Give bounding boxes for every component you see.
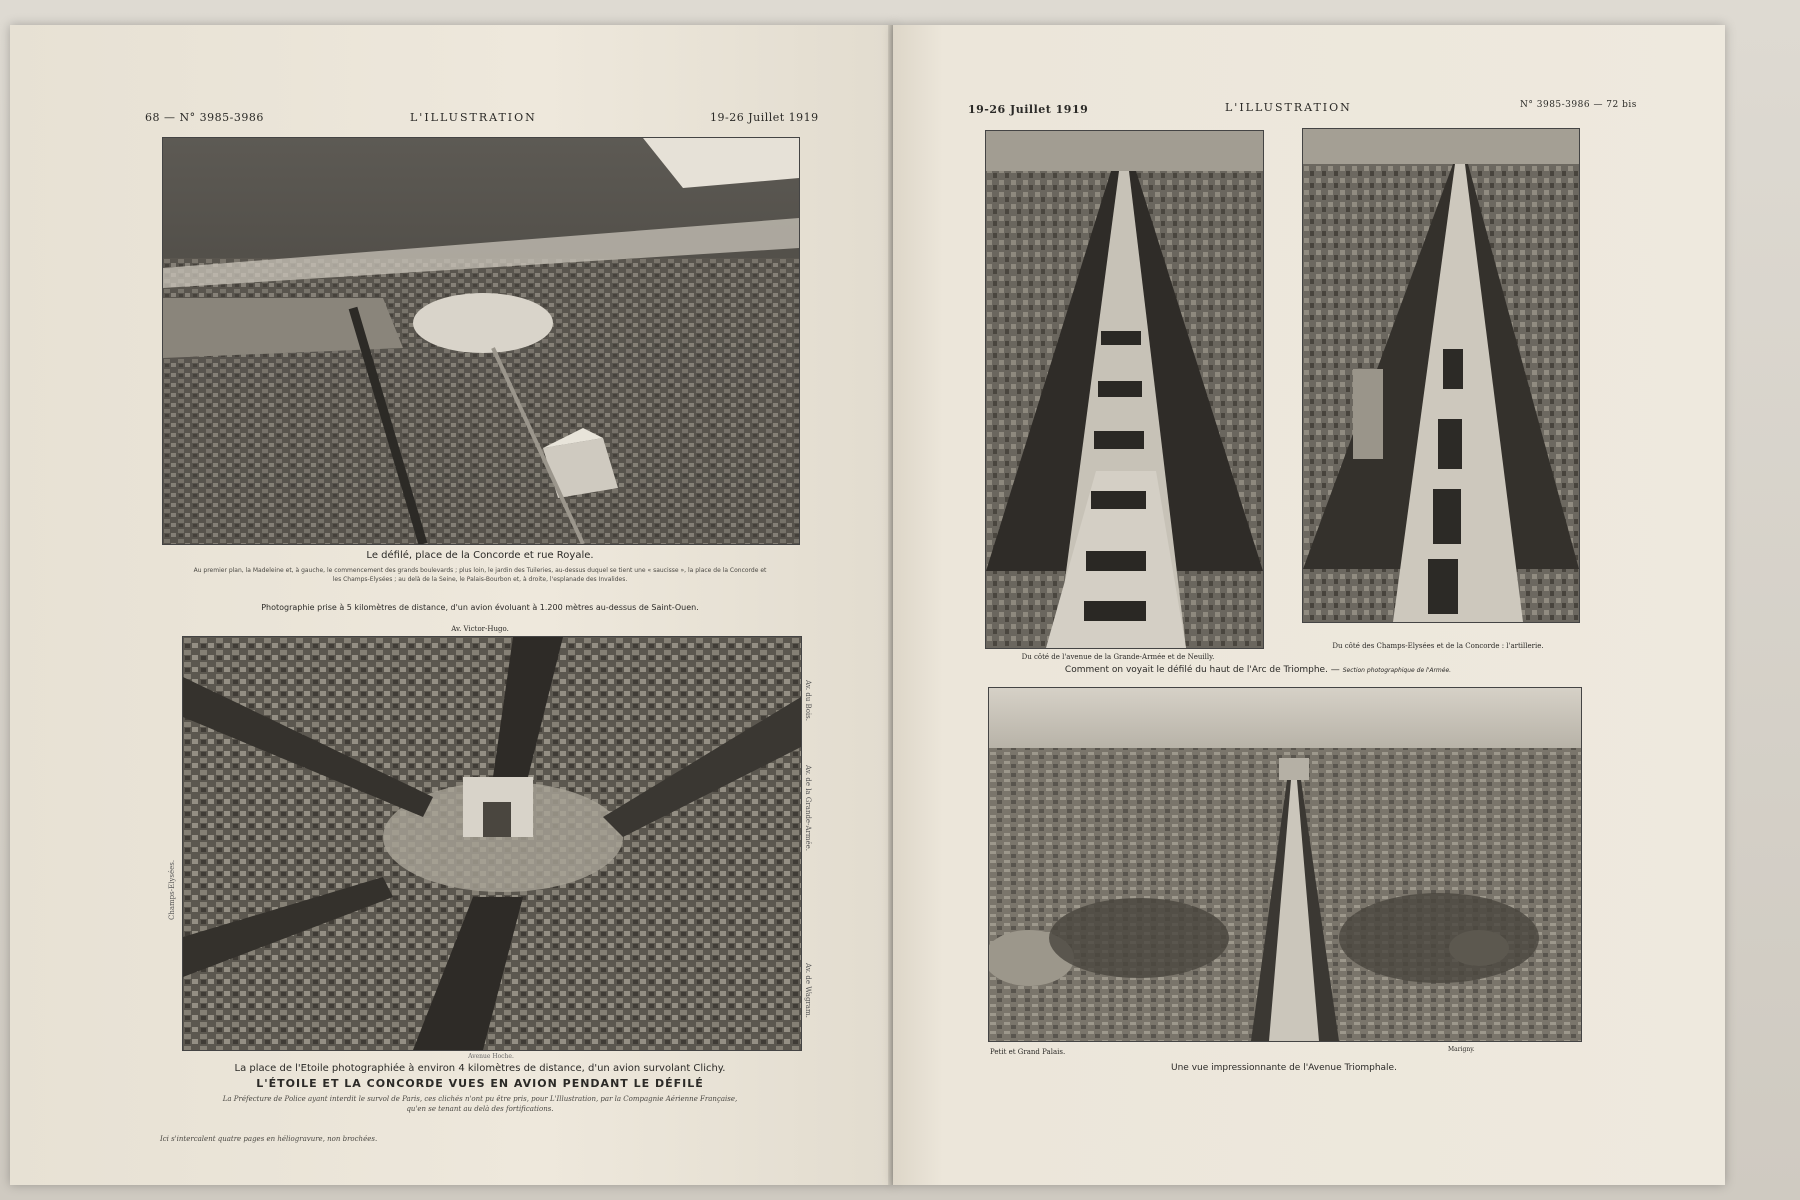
photo-triomphale (988, 687, 1582, 1042)
right-date: 19-26 Juillet 1919 (968, 103, 1089, 116)
left-page-ref: 68 — N° 3985-3986 (145, 111, 264, 124)
photo-concorde-image (163, 138, 799, 544)
combined-credit: Section photographique de l'Armée. (1342, 667, 1452, 674)
right-page (893, 25, 1725, 1185)
concorde-description: Au premier plan, la Madeleine et, à gauche, le commencement des grands boulevards ; plus loin, le jardin des Tuileries, au-dessus duquel se tient une « saucisse », la place de la Concorde et les Champs-Elysées ; au delà de la Seine, le Palais-Bourbon et, à droite, l'esplanade des Invalides. (193, 567, 767, 583)
left-date: 19-26 Juillet 1919 (710, 111, 819, 124)
label-petit-grand-palais: Petit et Grand Palais. (990, 1048, 1066, 1056)
photo-triomphale-image (989, 688, 1581, 1041)
photo-champs (1302, 128, 1580, 623)
label-av-du-bois: Av. du Bois. (804, 680, 812, 721)
label-grande-armee: Av. de la Grande-Armée. (804, 765, 812, 851)
photo-concorde (162, 137, 800, 545)
left-footnote: Ici s'intercalent quatre pages en héliogravure, non brochées. (160, 1135, 378, 1143)
grande-armee-caption: Du côté de l'avenue de la Grande-Armée et de Neuilly. (1021, 653, 1215, 661)
photo-etoile (182, 636, 802, 1051)
left-masthead: L'ILLUSTRATION (410, 111, 537, 124)
concorde-note: Photographie prise à 5 kilomètres de distance, d'un avion évoluant à 1.200 mètres au-dessus de Saint-Ouen. (261, 603, 699, 612)
photo-grande-armee-image (986, 131, 1263, 648)
etoile-caption: La place de l'Etoile photographiée à environ 4 kilomètres de distance, d'un avion survolant Clichy. (234, 1063, 726, 1074)
etoile-headline: L'ÉTOILE ET LA CONCORDE VUES EN AVION PENDANT LE DÉFILÉ (256, 1077, 704, 1090)
label-marigny: Marigny. (1448, 1046, 1475, 1053)
label-hoche: Avenue Hoche. (468, 1053, 514, 1060)
label-victor-hugo: Av. Victor-Hugo. (451, 625, 509, 633)
etoile-credit: La Préfecture de Police ayant interdit le survol de Paris, ces clichés n'ont pu être pris, pour L'Illustration, par la Compagnie Aérienne Française, qu'en se tenant au delà des fortifications. (222, 1095, 738, 1113)
combined-caption (968, 665, 1548, 675)
triomphale-caption: Une vue impressionnante de l'Avenue Triomphale. (1171, 1063, 1397, 1073)
label-wagram: Av. de Wagram. (804, 963, 812, 1018)
label-champs-elysees: Champs-Elysées. (168, 859, 176, 920)
right-page-ref: N° 3985-3986 — 72 bis (1520, 100, 1637, 110)
concorde-title: Le défilé, place de la Concorde et rue Royale. (366, 550, 594, 561)
champs-caption: Du côté des Champs-Elysées et de la Concorde : l'artillerie. (1332, 642, 1544, 650)
right-masthead: L'ILLUSTRATION (1225, 101, 1352, 114)
photo-etoile-image (183, 637, 801, 1050)
left-page (10, 25, 895, 1185)
combined-caption-text: Comment on voyait le défilé du haut de l'Arc de Triomphe. — (1064, 665, 1340, 675)
photo-grande-armee (985, 130, 1264, 649)
photo-champs-image (1303, 129, 1579, 622)
